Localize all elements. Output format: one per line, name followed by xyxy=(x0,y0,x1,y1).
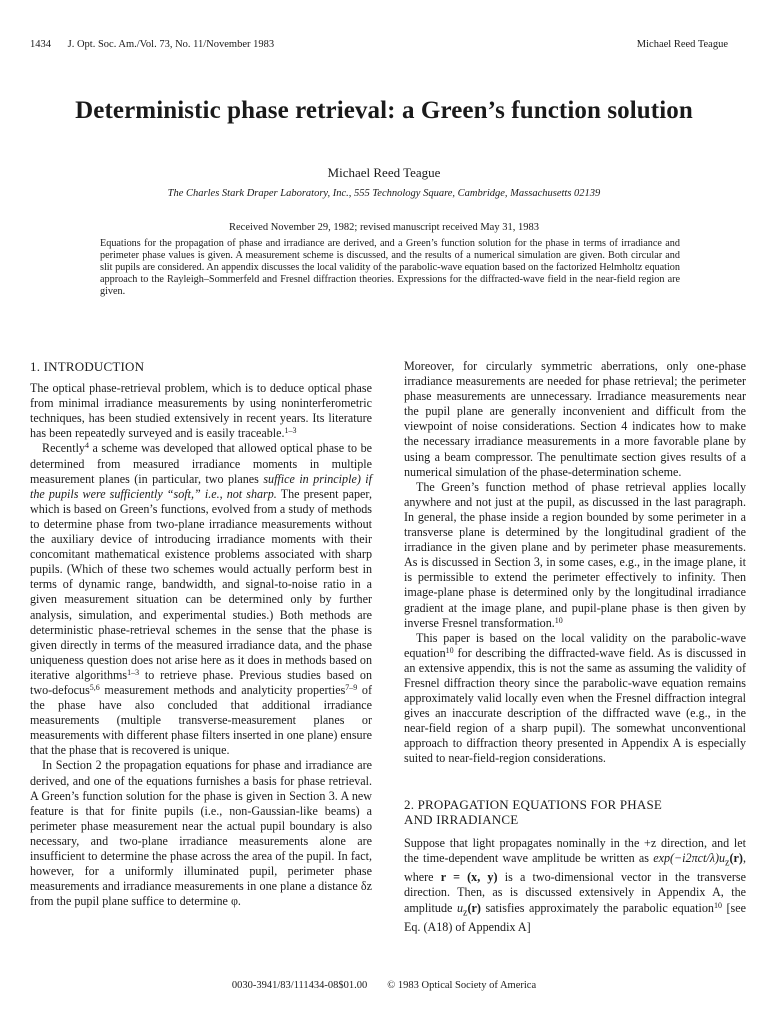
paragraph: In Section 2 the propagation equations for phase and irradiance are derived, and one of the equations furnishes a basis for phase retrieval. A Green’s function solution for the phase is given in Section 3. A new feature is that for finite pupils (i.e., non-Gaussian-like beams) a perimeter phase measurement near the actual pupil boundary is also necessary, and two-plane irradiance measurements alone are insufficient to determine the phase across the area of the pupil. In fact, however, for a uniformly illuminated pupil, perimeter phase measurements and irradiance measurements in one plane a distance δz from the pupil plane suffice to determine φ. xyxy=(30,758,372,909)
paragraph: This paper is based on the local validity on the parabolic-wave equation$^{10}$ for describing the diffracted-wave field. As is discussed in an extensive appendix, this is not the same as assuming the validity of Fresnel diffraction theory since the parabolic-wave equation remains approximately valid locally even when the Fresnel diffraction integral gives an inaccurate description of the diffracted wave (e.g., in the near-field region of a sharp pupil). The somewhat unconventional approach to diffraction theory presented in Appendix A is especially suited to near-field-region considerations. xyxy=(404,630,746,766)
paper-title: Deterministic phase retrieval: a Green’s function solution xyxy=(75,97,693,124)
running-author: Michael Reed Teague xyxy=(636,39,728,50)
paragraph: Moreover, for circularly symmetric aberrations, only one-phase irradiance measurements are needed for phase retrieval; the perimeter phase measurements are unnecessary. Irradiance measurements near the pupil plane are generally inconvenient and difficult from the viewpoint of noise considerations. Section 4 indicates how to make the necessary irradiance measurements in a more favorable plane by using a beam compressor. The penultimate section gives results of a numerical simulation of the phase-determination scheme. xyxy=(404,359,746,479)
page-number: 1434 xyxy=(30,39,51,50)
journal-citation: J. Opt. Soc. Am./Vol. 73, No. 11/November 1983 xyxy=(67,39,275,50)
received-dates: Received November 29, 1982; revised manuscript received May 31, 1983 xyxy=(229,222,539,233)
paragraph: The Green’s function method of phase retrieval applies locally anywhere and not just at the pupil, as discussed in the last paragraph. In general, the phase inside a region bounded by some perimeter in a transverse plane is determined by the longitudinal gradient of the irradiance in the given plane and by perimeter phase measurements. As is discussed in Section 3, in some cases, e.g., in the image plane, it is permissible to extend the perimeter effectively to infinity. Then image-plane phase is determined only by the longitudinal irradiance gradient at the image plane, and pupil-plane phase is then given by inverse Fresnel transformation.$^{10}$ xyxy=(404,479,746,630)
author-name: Michael Reed Teague xyxy=(327,165,441,180)
section-heading-introduction: 1. INTRODUCTION xyxy=(30,359,145,374)
author-affiliation: The Charles Stark Draper Laboratory, Inc., 555 Technology Square, Cambridge, Massachusetts 02139 xyxy=(167,188,601,199)
copyright: © 1983 Optical Society of America xyxy=(387,980,537,991)
left-column xyxy=(30,359,372,909)
article-code: 0030-3941/83/111434-08$01.00 xyxy=(231,980,368,991)
paragraph: Suppose that light propagates nominally in the +z direction, and let the time-dependent wave amplitude be written as $\exp(-i2\pi ct/\lambda)u_z(r)$, where r = (x, y) is a two-dimensional vector in the transverse direction. Then, as is discussed extensively in Appendix A, the amplitude $u_z(r)$ satisfies approximately the parabolic equation$^{10}$ [see Eq. (A18) of Appendix A] xyxy=(404,835,747,934)
section-heading-propagation: 2. PROPAGATION EQUATIONS FOR PHASE AND IRRADIANCE xyxy=(404,796,663,827)
paragraph: The optical phase-retrieval problem, which is to deduce optical phase from minimal irradiance measurements by using noninterferometric techniques, has been studied extensively in recent years. Its literature has been repeatedly surveyed and is easily traceable.$^{1-3}$ xyxy=(30,381,372,441)
page-footer xyxy=(0,980,768,991)
right-column xyxy=(404,359,746,935)
running-head xyxy=(30,39,728,50)
abstract: Equations for the propagation of phase and irradiance are derived, and a Green’s function solution for the phase in terms of irradiance and perimeter phase values is given. A measurement scheme is discussed, and the results of a numerical simulation are given. Both circular and slit pupils are considered. An appendix discusses the local validity of the parabolic-wave equation based on the factorized Helmholtz equation approach to the Rayleigh–Sommerfeld and Fresnel diffraction theories. Expressions for the diffracted-wave field in the near-field region are given. xyxy=(100,238,680,298)
paragraph: Recently$^4$ a scheme was developed that allowed optical phase to be determined from measured irradiance moments in multiple measurement planes (in particular, two planes suffice in principle) if the pupils were sufficiently “soft,” i.e., not sharp. The present paper, which is based on Green’s functions, evolved from a study of methods to determine phase from two-plane irradiance measurements without the auxiliary device of introducing irradiance moments with their concomitant mathematical existence problems associated with sharp pupils. (Which of these two schemes would actually perform best in terms of dynamic range, bandwidth, and signal-to-noise ratio in a given measurement situation can be determined only by further analysis, simulation, and experimental studies.) Both methods are deterministic phase-retrieval schemes in the sense that the phase is given directly in terms of the measured irradiance data, and the phase uniqueness question does not arise here as it does in methods based on iterative algorithms$^{1-3}$ to retrieve phase. Previous studies based on two-defocus$^{5,6}$ measurement methods and analyticity properties$^{7-9}$ of the phase have also concluded that additional irradiance measurements (multiple transverse-measurement planes or measurements with different phase filters inserted in one plane) ensure that the phase that is recovered is unique. xyxy=(30,441,372,758)
